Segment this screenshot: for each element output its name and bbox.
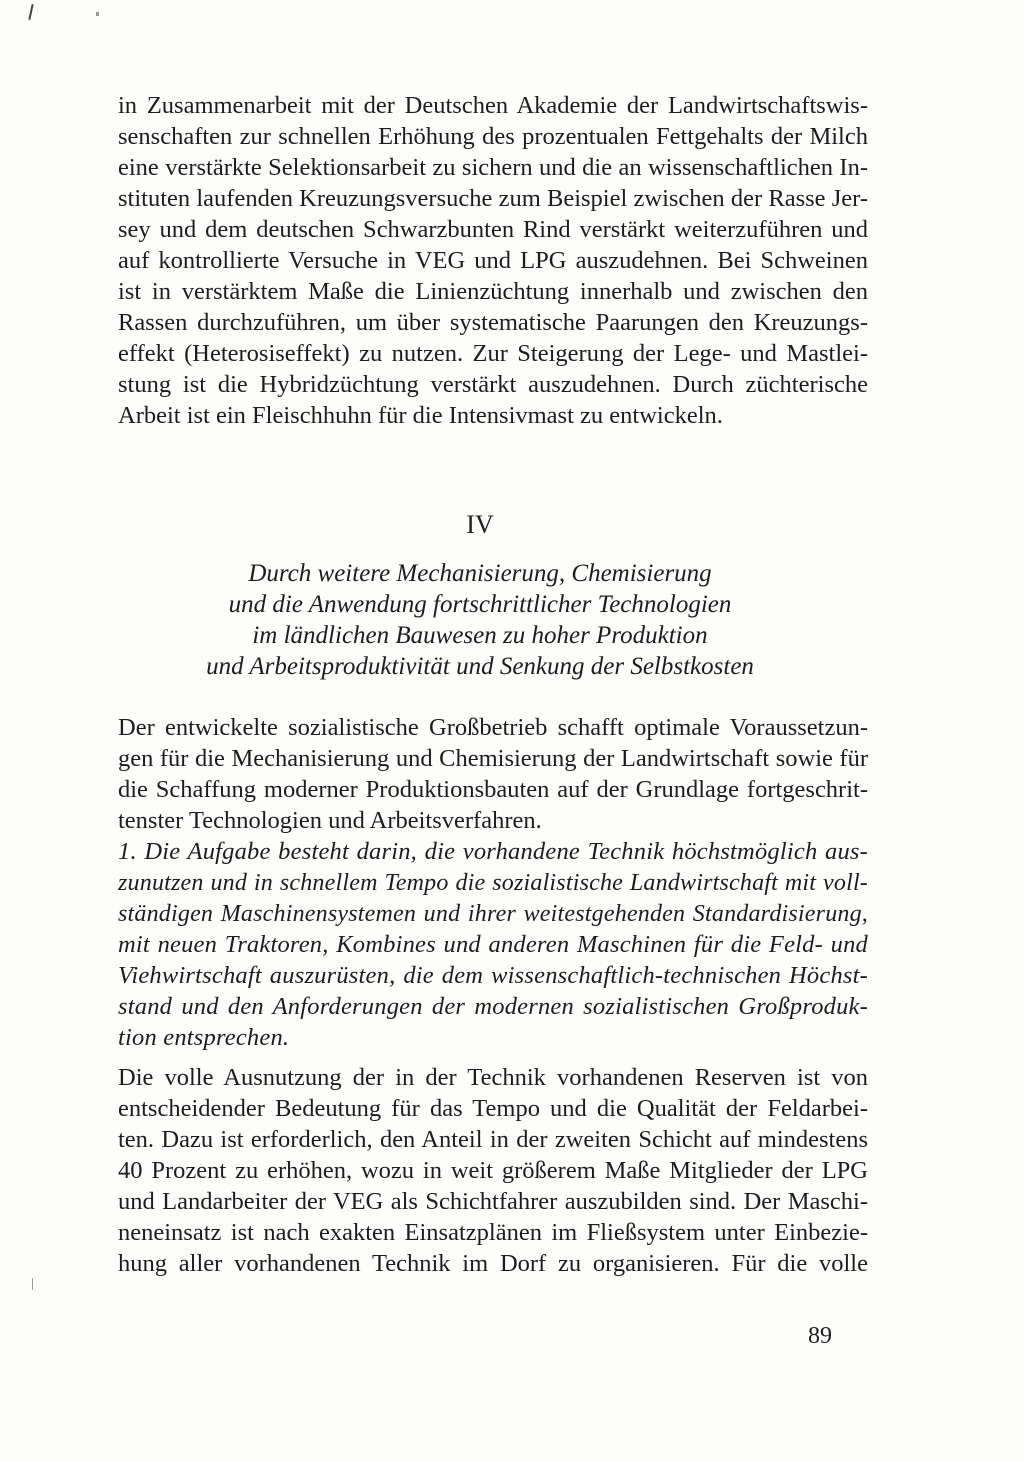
text-line: effekt (Heterosiseffekt) zu nutzen. Zur Steigerung der Lege- und Mastlei-	[118, 340, 868, 367]
text-line: und Landarbeiter der VEG als Schichtfahrer auszubilden sind. Der Maschi-	[118, 1188, 868, 1215]
text-line: in Zusammenarbeit mit der Deutschen Akademie der Landwirtschaftswis-	[118, 92, 868, 119]
scan-mark-left	[28, 4, 33, 20]
page-number: 89	[808, 1323, 832, 1349]
text-line: mit neuen Traktoren, Kombines und anderen Maschinen für die Feld- und	[118, 931, 868, 958]
section-number: IV	[466, 510, 494, 539]
text-line: Der entwickelte sozialistische Großbetrieb schafft optimale Voraussetzun-	[118, 714, 868, 741]
text-line: stung ist die Hybridzüchtung verstärkt auszudehnen. Durch züchterische	[118, 371, 868, 398]
heading-line: im ländlichen Bauwesen zu hoher Produktion	[252, 622, 708, 649]
text-line: ist in verstärktem Maße die Linienzüchtung innerhalb und zwischen den	[118, 278, 868, 305]
text-line: zunutzen und in schnellem Tempo die sozialistische Landwirtschaft mit voll-	[118, 870, 868, 896]
heading-line: und Arbeitsproduktivität und Senkung der Selbstkosten	[206, 653, 754, 680]
text-line: Die volle Ausnutzung der in der Technik vorhandenen Reserven ist von	[118, 1064, 868, 1091]
text-line: sey und dem deutschen Schwarzbunten Rind verstärkt weiterzuführen und	[118, 216, 868, 243]
text-line: tion entsprechen.	[118, 1024, 290, 1051]
text-line: senschaften zur schnellen Erhöhung des prozentualen Fettgehalts der Milch	[118, 123, 868, 150]
heading-line: Durch weitere Mechanisierung, Chemisierung	[248, 560, 712, 587]
text-line: Viehwirtschaft auszurüsten, die dem wissenschaftlich-technischen Höchst-	[118, 962, 868, 989]
text-line: stand und den Anforderungen der modernen sozialistischen Großproduk-	[118, 993, 868, 1020]
text-line: die Schaffung moderner Produktionsbauten auf der Grundlage fortgeschrit-	[118, 776, 868, 803]
text-line: Arbeit ist ein Fleischhuhn für die Intensivmast zu entwickeln.	[118, 402, 723, 429]
text-line: neneinsatz ist nach exakten Einsatzplänen im Fließsystem unter Einbezie-	[118, 1219, 868, 1246]
text-line: 40 Prozent zu erhöhen, wozu in weit größerem Maße Mitglieder der LPG	[118, 1157, 868, 1184]
text-line: auf kontrollierte Versuche in VEG und LPG auszudehnen. Bei Schweinen	[118, 247, 868, 274]
text-line: gen für die Mechanisierung und Chemisierung der Landwirtschaft sowie für	[118, 745, 868, 772]
text-line: hung aller vorhandenen Technik im Dorf zu organisieren. Für die volle	[118, 1250, 868, 1277]
text-line: ständigen Maschinensystemen und ihrer weitestgehenden Standardisierung,	[118, 901, 868, 927]
text-line: Rassen durchzuführen, um über systematische Paarungen den Kreuzungs-	[118, 309, 868, 336]
scan-mark-dot	[96, 12, 99, 16]
text-line: tenster Technologien und Arbeitsverfahren.	[118, 807, 542, 834]
text-line: eine verstärkte Selektionsarbeit zu sichern und die an wissenschaftlichen In-	[118, 154, 868, 181]
scan-mark-lower-left	[32, 1278, 33, 1290]
text-line: entscheidender Bedeutung für das Tempo und die Qualität der Feldarbei-	[118, 1095, 868, 1122]
text-line: stituten laufenden Kreuzungsversuche zum Beispiel zwischen der Rasse Jer-	[118, 185, 868, 212]
text-line: 1. Die Aufgabe besteht darin, die vorhandene Technik höchstmöglich aus-	[118, 838, 868, 865]
text-line: ten. Dazu ist erforderlich, den Anteil in der zweiten Schicht auf mindestens	[118, 1126, 868, 1153]
heading-line: und die Anwendung fortschrittlicher Technologien	[228, 591, 732, 618]
